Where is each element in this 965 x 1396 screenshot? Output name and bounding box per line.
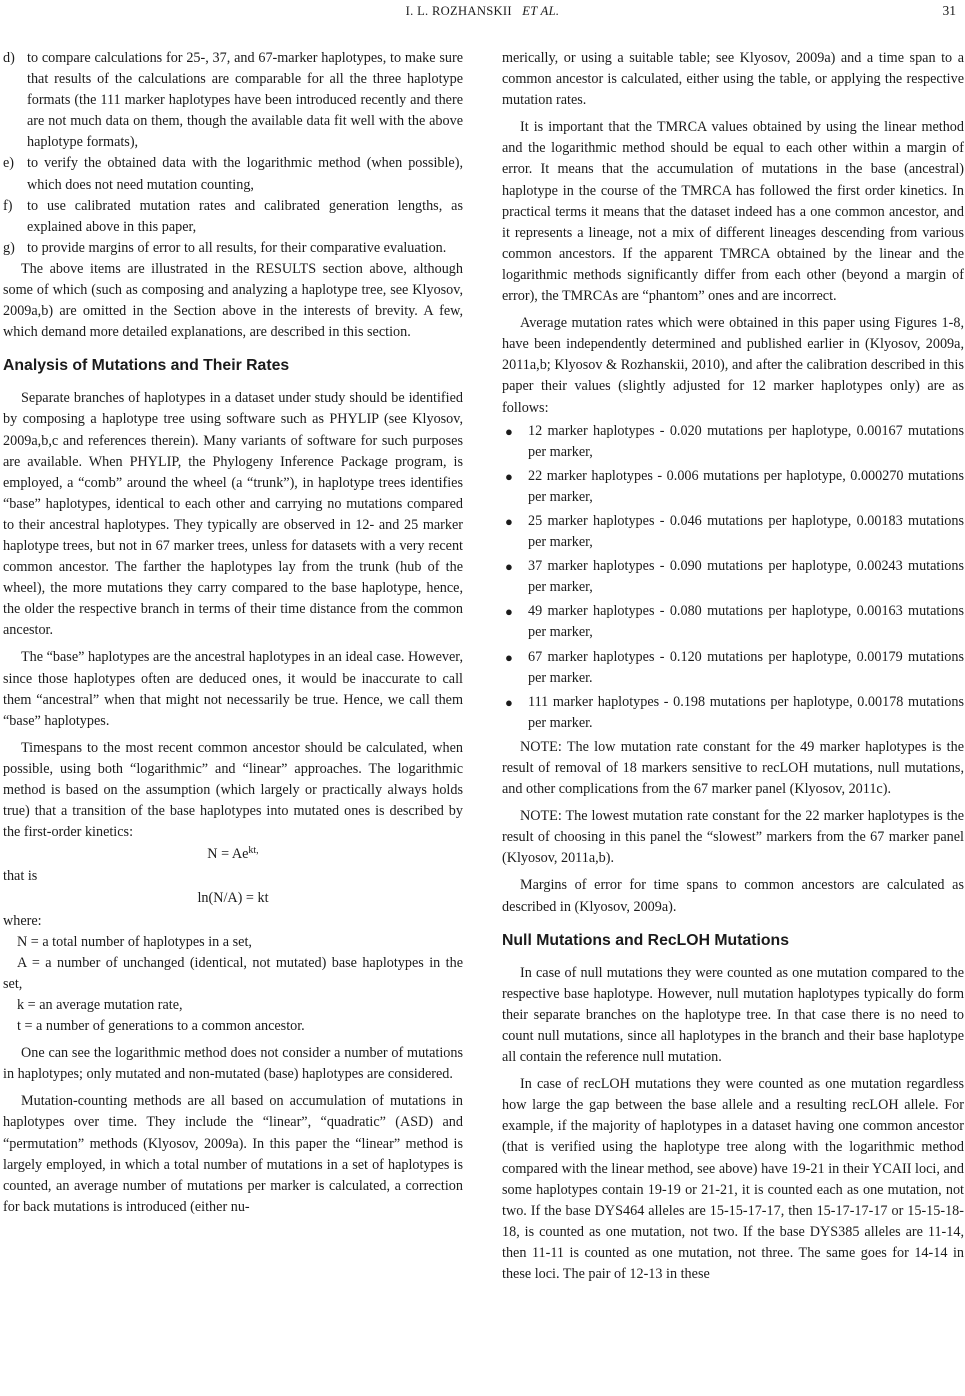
section-heading-analysis: Analysis of Mutations and Their Rates (3, 357, 290, 375)
list-item (502, 511, 964, 553)
running-head-etal: ET AL. (522, 4, 560, 18)
paragraph: Mutation-counting methods are all based on accumulation of mutations in haplotypes over time. They include the “linear”, “quadratic” (ASD) and “permutation” methods (Klyosov, 2009a). In this paper the “linear” method is largely employed, in which a total number of mutations in a set of haplotypes is counted, an average number of mutations per marker is calculated, a correction for back mutations is introduced (either nu- (3, 1093, 463, 1215)
list-item (3, 238, 463, 259)
rate-line: 0.00167 mutations per marker, (528, 422, 964, 460)
rate-line: 0.00183 mutations per marker, (528, 512, 964, 551)
note-22-marker: NOTE: The lowest mutation rate constant for the 22 marker haplotypes is the result of choosing in this panel the “slowest” markers from the 67 marker panel (Klyosov, 2011a,b). (502, 808, 964, 867)
paragraph: Margins of error for time spans to common ancestors are calculated as described in (Klyosov, 2009a). (502, 877, 964, 915)
definition-t: t = a number of generations to a common ancestor. (17, 1018, 305, 1035)
bullet-icon: ● (505, 649, 513, 665)
list-item-text: to use calibrated mutation rates and calibrated generation lengths, as explained above in this paper, (27, 197, 463, 235)
rate-line: 67 marker haplotypes - 0.120 mutations per haplotype, (528, 648, 852, 665)
rate-line: 37 marker haplotypes - 0.090 mutations per haplotype, (528, 558, 852, 575)
page-number: 31 (942, 3, 956, 18)
section-heading-null-mutations: Null Mutations and RecLOH Mutations (502, 931, 789, 949)
mutation-rates-list (502, 421, 964, 734)
bullet-icon: ● (505, 468, 513, 484)
paragraph: Separate branches of haplotypes in a dataset under study should be identified by composing a haplotype tree using software such as PHYLIP (see Klyosov, 2009a,b,c and references therein). Many variants of software for such purposes are available. When PHYLIP, the Phylogeny Inference Package program, is employed, a “comb” around the wheel (a “trunk”), in haplotype trees identifies “base” haplotypes, identical to each other and carrying no mutations compared to their ancestral haplotypes. They typically are observed in 12- and 25 marker haplotype trees, but not in 67 marker trees, unless for datasets with a very recent common ancestor. The farther the haplotypes lay from the trunk (hub of the wheel), the more mutations they carry compared to the base haplotype, hence, the older the respective branch in terms of their time distance from the common ancestor. (3, 390, 463, 639)
rate-line: 25 marker haplotypes - 0.046 mutations per haplotype, (528, 512, 852, 529)
bullet-icon: ● (505, 513, 513, 529)
definition-a: A = a number of unchanged (identical, not mutated) base haplotypes in the set, (3, 954, 463, 992)
definition-n: N = a total number of haplotypes in a set, (17, 933, 252, 950)
list-item (502, 466, 964, 508)
list-item-label: d) (3, 50, 15, 66)
paragraph: merically, or using a suitable table; see Klyosov, 2009a) and a time span to a common ancestor is calculated, either using the table, or applying the respective mutation rates. (502, 50, 964, 109)
equation-base: N = Ae (207, 846, 249, 863)
rate-line: 0.00178 mutations per marker. (528, 693, 964, 731)
list-item-text: to provide margins of error to all results, for their comparative evaluation. (27, 239, 447, 256)
rate-line: 111 marker haplotypes - 0.198 mutations per haplotype, (528, 693, 853, 710)
running-head (0, 4, 965, 19)
bullet-icon: ● (505, 559, 513, 575)
text-line: that is (3, 868, 38, 885)
rate-line: 22 marker haplotypes - 0.006 mutations per haplotype, (528, 467, 846, 484)
list-item-label: g) (3, 239, 15, 256)
rate-line: 0.00163 mutations per marker, (528, 603, 964, 641)
paragraph: It is important that the TMRCA values obtained by using the linear method and the logarithmic method should be equal to each other within a margin of error. It means that the accumulation of mutations in the base (ancestral) haplotype in the course of the TMRCA has followed the first order kinetics. In practical terms it means that the dataset indeed has a one common ancestor, and it represents a lineage, not a mix of different lineages descending from various common ancestors. If the apparent TMRCA obtained by the linear and the logarithmic methods significantly differ from each other (beyond a margin of error), the TMRCAs are “phantom” ones and are incorrect. (502, 119, 964, 305)
list-item (3, 196, 463, 238)
rate-line: 0.000270 mutations per marker, (528, 467, 964, 505)
list-item (502, 692, 964, 734)
definition-k: k = an average mutation rate, (17, 996, 183, 1013)
paragraph: The above items are illustrated in the RESULTS section above, although some of which (such as composing and analyzing a haplotype tree, see Klyosov, 2009a,b) are omitted in the Section above in the interests of brevity. A few, which demand more detailed explanations, are described in this section. (3, 260, 463, 341)
list-item (502, 601, 964, 643)
text-line: where: (3, 912, 42, 929)
bullet-icon: ● (505, 694, 513, 710)
paragraph: Timespans to the most recent common ancestor should be calculated, when possible, using both “logarithmic” and “linear” approaches. The logarithmic method is based on the assumption (which largely or practically always holds true) that a transition of the base haplotypes into mutated ones is described by the first-order kinetics: (3, 739, 463, 841)
equation-exponent: kt, (248, 845, 259, 857)
rate-line: 0.00179 mutations per marker. (528, 648, 964, 686)
paragraph: In case of null mutations they were counted as one mutation compared to the respective base haplotype. However, null mutation haplotypes typically do form their separate branches on the haplotype tree. In that case there is no need to count null mutations, since all haplotypes in the branch and their base haplotype all contain the reference null mutation. (502, 964, 964, 1066)
equation-logarithmic: ln(N/A) = kt (197, 890, 269, 907)
note-49-marker: NOTE: The low mutation rate constant for the 49 marker haplotypes is the result of removal of 18 markers sensitive to recLOH mutations, null mutations, and other complications from the 67 marker panel (Klyosov, 2011c). (502, 738, 964, 798)
equation-exponential (3, 844, 463, 865)
bullet-icon: ● (505, 423, 513, 439)
rate-line: 0.00243 mutations per marker, (528, 558, 964, 596)
list-item (502, 421, 964, 463)
rate-line: 49 marker haplotypes - 0.080 mutations per haplotype, (528, 603, 852, 620)
paragraph: In case of recLOH mutations they were counted as one mutation regardless how large the gap between the base allele and a resulting recLOH allele. For example, if the majority of haplotypes in a dataset having one common ancestor (that is verified using the haplotype tree along with the logarithmic method compared with the linear method, see above) have 19-21 in their YCAII loci, and some haplotypes contain 19-19 or 21-21, it is counted each as one mutation, not two. If the base DYS464 alleles are 15-15-17-17, then 15-17-17-17 or 15-15-18-18, is counted as one mutation, not two. If the base DYS385 alleles are 11-14, then 11-11 is counted as one mutation, not three. The same goes for 14-14 in these loci. The pair of 12-13 in these (502, 1076, 964, 1282)
list-item-text: to compare calculations for 25-, 37, and 67-marker haplotypes, to make sure that results of the calculations are comparable for all the three haplotype formats (the 111 marker haplotypes have been introduced recently and there are not much data on them, though the available data fit well with the above haplotype formats), (27, 50, 463, 151)
list-item-label: e) (3, 155, 15, 172)
list-item (3, 153, 463, 195)
list-item (502, 647, 964, 689)
list-item-text: to verify the obtained data with the logarithmic method (when possible), which does not need mutation counting, (27, 155, 463, 193)
list-item (502, 556, 964, 598)
rate-line: 12 marker haplotypes - 0.020 mutations per haplotype, (528, 422, 852, 439)
running-head-authors: I. L. ROZHANSKII (405, 4, 512, 18)
paragraph: One can see the logarithmic method does not consider a number of mutations in haplotypes; only mutated and non-mutated (base) haplotypes are considered. (3, 1045, 463, 1083)
paragraph: The “base” haplotypes are the ancestral haplotypes in an ideal case. However, since those haplotypes often are deduced ones, it would be inaccurate to call them “ancestral” when that might not necessarily be true. Hence, we call them “base” haplotypes. (3, 649, 463, 729)
left-column (3, 48, 463, 1218)
list-item (3, 48, 463, 153)
bullet-icon: ● (505, 604, 513, 620)
paragraph: Average mutation rates which were obtained in this paper using Figures 1-8, have been independently determined and published earlier in (Klyosov, 2009a, 2011a,b; Klyosov & Rozhanskii, 2010), and after the calibration described in this paper their values (slightly adjusted for 12 marker haplotypes only) are as follows: (502, 315, 964, 416)
right-column (502, 48, 964, 1285)
running-header (0, 0, 965, 24)
list-item-label: f) (3, 197, 13, 214)
